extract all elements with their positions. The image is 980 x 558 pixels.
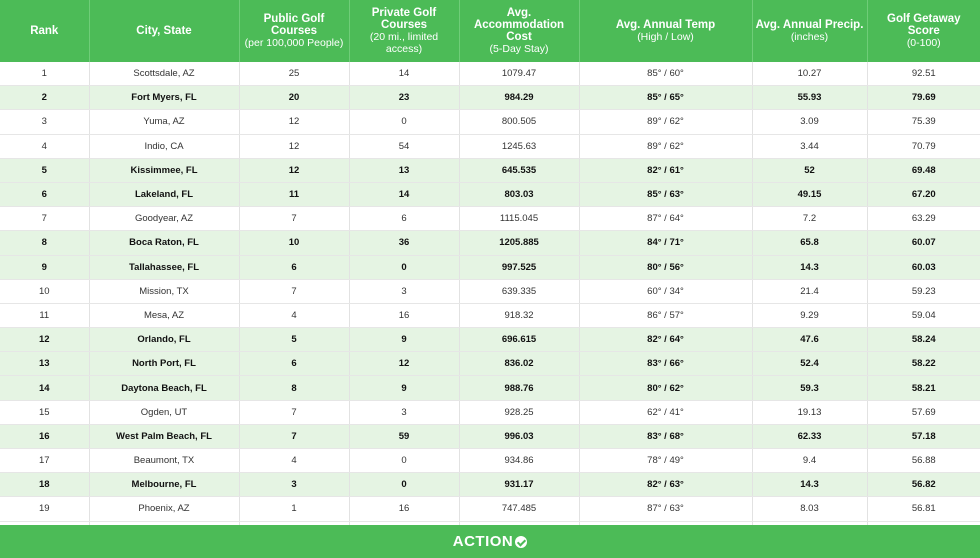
table-row	[0, 328, 980, 352]
header-temp	[579, 0, 752, 62]
cell-rank: 7	[0, 207, 89, 231]
header-cost	[459, 0, 579, 62]
table-row	[0, 62, 980, 86]
cell-temp: 86° / 57°	[579, 303, 752, 327]
header-private-label: Private Golf Courses	[371, 7, 437, 31]
cell-score: 67.20	[867, 182, 980, 206]
cell-private: 16	[349, 497, 459, 521]
table-row	[0, 231, 980, 255]
cell-precip: 10.27	[752, 62, 867, 86]
cell-public: 1	[239, 497, 349, 521]
cell-precip: 59.3	[752, 376, 867, 400]
cell-score: 57.18	[867, 424, 980, 448]
cell-city: Scottsdale, AZ	[89, 62, 239, 86]
header-private-sub: (20 mi., limited access)	[369, 31, 439, 55]
cell-rank: 14	[0, 376, 89, 400]
cell-temp: 82° / 64°	[579, 328, 752, 352]
cell-cost: 645.535	[459, 158, 579, 182]
table-row	[0, 376, 980, 400]
cell-private: 12	[349, 352, 459, 376]
cell-score: 79.69	[867, 86, 980, 110]
cell-public: 6	[239, 255, 349, 279]
table-row	[0, 182, 980, 206]
cell-public: 8	[239, 376, 349, 400]
cell-score: 75.39	[867, 110, 980, 134]
cell-temp: 80° / 62°	[579, 376, 752, 400]
table-row	[0, 352, 980, 376]
header-precip	[752, 0, 867, 62]
table-row	[0, 134, 980, 158]
cell-temp: 85° / 65°	[579, 86, 752, 110]
table-row	[0, 207, 980, 231]
cell-public: 25	[239, 62, 349, 86]
cell-city: North Port, FL	[89, 352, 239, 376]
cell-cost: 934.86	[459, 449, 579, 473]
cell-private: 14	[349, 182, 459, 206]
cell-public: 6	[239, 352, 349, 376]
header-cost-label: Avg. Accommodation Cost	[473, 7, 565, 43]
header-public-sub: (per 100,000 People)	[244, 37, 344, 49]
table-row	[0, 279, 980, 303]
cell-cost: 800.505	[459, 110, 579, 134]
cell-rank: 17	[0, 449, 89, 473]
cell-city: Goodyear, AZ	[89, 207, 239, 231]
cell-rank: 12	[0, 328, 89, 352]
cell-rank: 13	[0, 352, 89, 376]
cell-rank: 11	[0, 303, 89, 327]
cell-private: 59	[349, 424, 459, 448]
cell-temp: 85° / 63°	[579, 182, 752, 206]
cell-public: 7	[239, 279, 349, 303]
cell-cost: 836.02	[459, 352, 579, 376]
cell-cost: 984.29	[459, 86, 579, 110]
cell-precip: 14.3	[752, 255, 867, 279]
table-row	[0, 110, 980, 134]
cell-score: 56.81	[867, 497, 980, 521]
header-public-label: Public Golf Courses	[263, 13, 325, 37]
table-row	[0, 158, 980, 182]
cell-precip: 3.44	[752, 134, 867, 158]
table-row	[0, 473, 980, 497]
cell-temp: 83° / 68°	[579, 424, 752, 448]
header-rank	[0, 0, 89, 62]
cell-public: 12	[239, 158, 349, 182]
cell-city: West Palm Beach, FL	[89, 424, 239, 448]
cell-city: Ogden, UT	[89, 400, 239, 424]
cell-score: 58.24	[867, 328, 980, 352]
cell-city: Daytona Beach, FL	[89, 376, 239, 400]
cell-rank: 3	[0, 110, 89, 134]
table-row	[0, 255, 980, 279]
cell-public: 20	[239, 86, 349, 110]
header-score	[867, 0, 980, 62]
table-body	[0, 62, 980, 545]
cell-cost: 803.03	[459, 182, 579, 206]
cell-cost: 988.76	[459, 376, 579, 400]
cell-score: 56.88	[867, 449, 980, 473]
cell-city: Beaumont, TX	[89, 449, 239, 473]
cell-score: 60.03	[867, 255, 980, 279]
cell-private: 0	[349, 449, 459, 473]
cell-temp: 89° / 62°	[579, 134, 752, 158]
cell-public: 7	[239, 207, 349, 231]
cell-precip: 8.03	[752, 497, 867, 521]
logo-text: ACTION	[452, 533, 514, 550]
cell-cost: 696.615	[459, 328, 579, 352]
cell-precip: 62.33	[752, 424, 867, 448]
cell-public: 12	[239, 134, 349, 158]
cell-precip: 21.4	[752, 279, 867, 303]
action-logo	[453, 533, 528, 550]
cell-rank: 2	[0, 86, 89, 110]
cell-public: 3	[239, 473, 349, 497]
cell-public: 7	[239, 424, 349, 448]
cell-precip: 14.3	[752, 473, 867, 497]
cell-score: 60.07	[867, 231, 980, 255]
cell-cost: 1079.47	[459, 62, 579, 86]
cell-public: 12	[239, 110, 349, 134]
header-city-label: City, State	[136, 25, 192, 37]
cell-cost: 918.32	[459, 303, 579, 327]
cell-private: 6	[349, 207, 459, 231]
cell-precip: 7.2	[752, 207, 867, 231]
cell-temp: 85° / 60°	[579, 62, 752, 86]
cell-city: Mesa, AZ	[89, 303, 239, 327]
cell-city: Yuma, AZ	[89, 110, 239, 134]
header-private	[349, 0, 459, 62]
table-row	[0, 424, 980, 448]
cell-private: 13	[349, 158, 459, 182]
cell-score: 69.48	[867, 158, 980, 182]
cell-public: 5	[239, 328, 349, 352]
cell-score: 70.79	[867, 134, 980, 158]
header-precip-sub: (inches)	[790, 31, 829, 43]
cell-precip: 55.93	[752, 86, 867, 110]
cell-score: 58.22	[867, 352, 980, 376]
cell-score: 92.51	[867, 62, 980, 86]
header-rank-label: Rank	[30, 25, 59, 37]
cell-score: 59.23	[867, 279, 980, 303]
cell-cost: 639.335	[459, 279, 579, 303]
cell-precip: 52	[752, 158, 867, 182]
cell-temp: 80° / 56°	[579, 255, 752, 279]
cell-precip: 52.4	[752, 352, 867, 376]
cell-rank: 4	[0, 134, 89, 158]
cell-public: 10	[239, 231, 349, 255]
cell-cost: 747.485	[459, 497, 579, 521]
cell-private: 16	[349, 303, 459, 327]
cell-rank: 15	[0, 400, 89, 424]
cell-private: 0	[349, 110, 459, 134]
cell-temp: 83° / 66°	[579, 352, 752, 376]
cell-city: Phoenix, AZ	[89, 497, 239, 521]
table-row	[0, 86, 980, 110]
cell-private: 9	[349, 328, 459, 352]
cell-cost: 1205.885	[459, 231, 579, 255]
cell-rank: 1	[0, 62, 89, 86]
cell-private: 3	[349, 400, 459, 424]
cell-temp: 84° / 71°	[579, 231, 752, 255]
cell-city: Kissimmee, FL	[89, 158, 239, 182]
cell-score: 57.69	[867, 400, 980, 424]
cell-rank: 6	[0, 182, 89, 206]
cell-precip: 47.6	[752, 328, 867, 352]
cell-private: 0	[349, 255, 459, 279]
header-public	[239, 0, 349, 62]
cell-temp: 87° / 64°	[579, 207, 752, 231]
cell-temp: 89° / 62°	[579, 110, 752, 134]
cell-private: 23	[349, 86, 459, 110]
cell-precip: 19.13	[752, 400, 867, 424]
cell-temp: 60° / 34°	[579, 279, 752, 303]
cell-city: Mission, TX	[89, 279, 239, 303]
cell-rank: 10	[0, 279, 89, 303]
cell-cost: 997.525	[459, 255, 579, 279]
cell-precip: 65.8	[752, 231, 867, 255]
cell-score: 58.21	[867, 376, 980, 400]
cell-precip: 9.29	[752, 303, 867, 327]
cell-cost: 996.03	[459, 424, 579, 448]
cell-precip: 9.4	[752, 449, 867, 473]
cell-rank: 16	[0, 424, 89, 448]
cell-city: Melbourne, FL	[89, 473, 239, 497]
cell-city: Fort Myers, FL	[89, 86, 239, 110]
cell-rank: 19	[0, 497, 89, 521]
cell-city: Boca Raton, FL	[89, 231, 239, 255]
cell-city: Orlando, FL	[89, 328, 239, 352]
cell-rank: 9	[0, 255, 89, 279]
cell-private: 54	[349, 134, 459, 158]
header-score-sub: (0-100)	[906, 37, 941, 49]
cell-public: 4	[239, 303, 349, 327]
cell-cost: 931.17	[459, 473, 579, 497]
cell-public: 11	[239, 182, 349, 206]
cell-rank: 8	[0, 231, 89, 255]
header-score-label: Golf Getaway Score	[887, 13, 961, 37]
cell-score: 56.82	[867, 473, 980, 497]
header-precip-label: Avg. Annual Precip.	[755, 19, 864, 31]
cell-private: 3	[349, 279, 459, 303]
cell-city: Tallahassee, FL	[89, 255, 239, 279]
cell-private: 14	[349, 62, 459, 86]
cell-score: 59.04	[867, 303, 980, 327]
header-temp-sub: (High / Low)	[637, 31, 694, 43]
header-cost-sub: (5-Day Stay)	[489, 43, 549, 55]
cell-public: 4	[239, 449, 349, 473]
table-row	[0, 497, 980, 521]
table-row	[0, 400, 980, 424]
cell-temp: 62° / 41°	[579, 400, 752, 424]
cell-cost: 1245.63	[459, 134, 579, 158]
cell-precip: 3.09	[752, 110, 867, 134]
cell-precip: 49.15	[752, 182, 867, 206]
cell-temp: 82° / 63°	[579, 473, 752, 497]
cell-rank: 5	[0, 158, 89, 182]
table-row	[0, 449, 980, 473]
cell-score: 63.29	[867, 207, 980, 231]
header-row	[0, 0, 980, 62]
cell-rank: 18	[0, 473, 89, 497]
cell-temp: 87° / 63°	[579, 497, 752, 521]
header-temp-label: Avg. Annual Temp	[615, 19, 716, 31]
cell-cost: 928.25	[459, 400, 579, 424]
footer-bar	[0, 525, 980, 558]
cell-temp: 82° / 61°	[579, 158, 752, 182]
cell-cost: 1115.045	[459, 207, 579, 231]
cell-private: 36	[349, 231, 459, 255]
cell-city: Lakeland, FL	[89, 182, 239, 206]
cell-public: 7	[239, 400, 349, 424]
cell-temp: 78° / 49°	[579, 449, 752, 473]
header-city	[89, 0, 239, 62]
cell-private: 9	[349, 376, 459, 400]
cell-private: 0	[349, 473, 459, 497]
table-row	[0, 303, 980, 327]
cell-city: Indio, CA	[89, 134, 239, 158]
check-circle-icon	[515, 536, 527, 548]
